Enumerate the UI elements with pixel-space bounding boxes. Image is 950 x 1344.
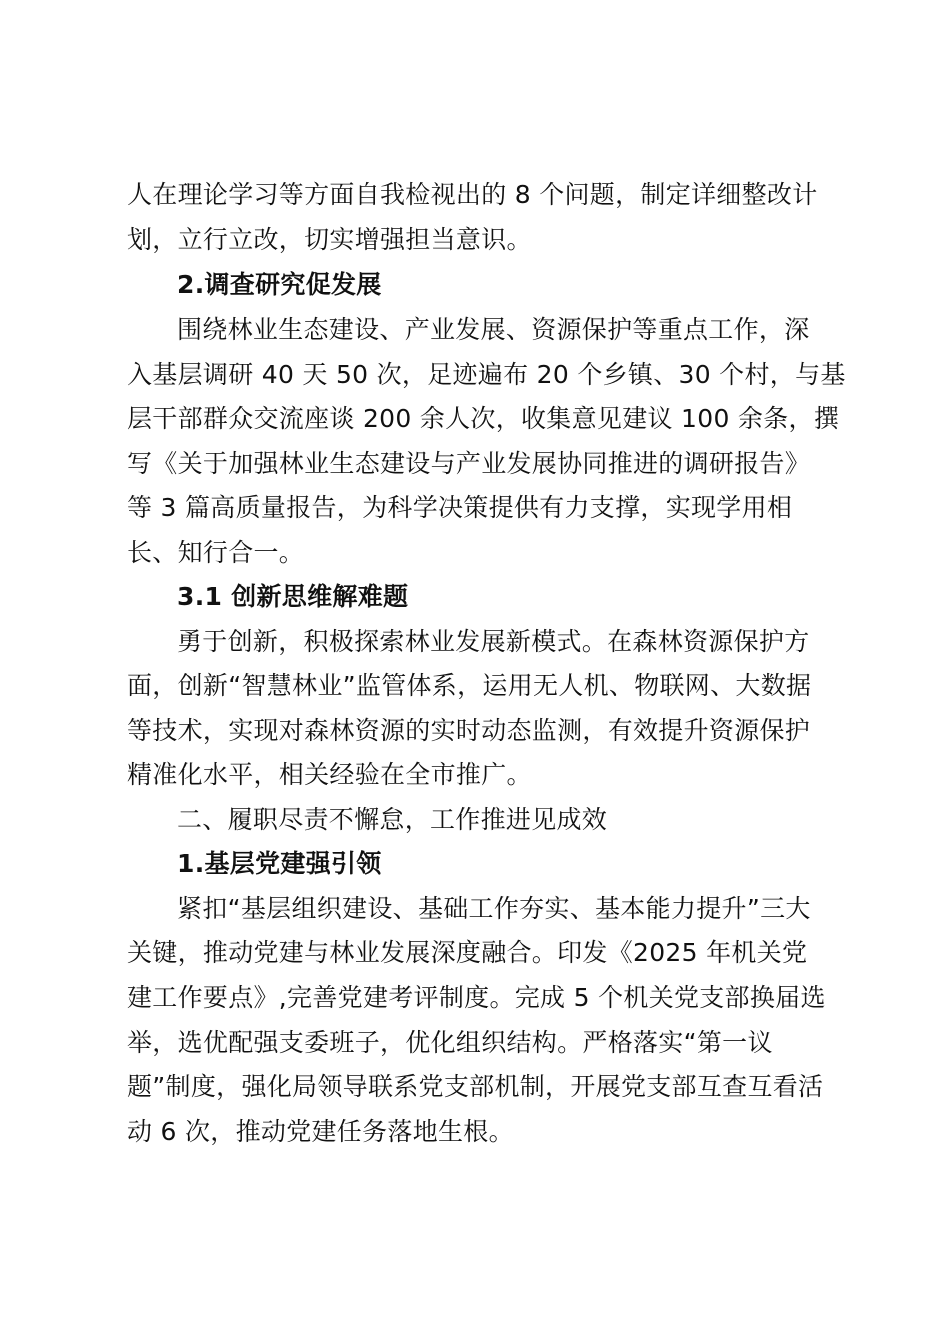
paragraph-line: 划，立行立改，切实增强担当意识。 — [127, 225, 532, 254]
chapter-heading: 二、履职尽责不懈怠，工作推进见成效 — [177, 805, 608, 834]
paragraph-line: 紧扣“基层组织建设、基础工作夯实、基本能力提升”三大 — [177, 894, 811, 923]
paragraph-line: 层干部群众交流座谈 200 余人次，收集意见建议 100 余条，撰 — [127, 404, 840, 433]
paragraph-line: 面，创新“智慧林业”监管体系，运用无人机、物联网、大数据 — [127, 671, 812, 700]
paragraph-line: 精准化水平，相关经验在全市推广。 — [127, 760, 532, 789]
paragraph-line: 建工作要点》,完善党建考评制度。完成 5 个机关党支部换届选 — [127, 983, 826, 1012]
paragraph-line: 勇于创新，积极探索林业发展新模式。在森林资源保护方 — [177, 627, 810, 656]
section-heading: 3.1 创新思维解难题 — [177, 582, 409, 611]
paragraph-line: 题”制度，强化局领导联系党支部机制，开展党支部互查互看活 — [127, 1072, 824, 1101]
paragraph-line: 动 6 次，推动党建任务落地生根。 — [127, 1117, 514, 1146]
paragraph-line: 围绕林业生态建设、产业发展、资源保护等重点工作，深 — [177, 315, 810, 344]
paragraph-line: 写《关于加强林业生态建设与产业发展协同推进的调研报告》 — [127, 449, 811, 478]
paragraph-line: 入基层调研 40 天 50 次，足迹遍布 20 个乡镇、30 个村，与基 — [127, 360, 846, 389]
section-heading: 2.调查研究促发展 — [177, 270, 382, 299]
paragraph-line: 等技术，实现对森林资源的实时动态监测，有效提升资源保护 — [127, 716, 811, 745]
section-heading: 1.基层党建强引领 — [177, 849, 382, 878]
paragraph-line: 举，选优配强支委班子，优化组织结构。严格落实“第一议 — [127, 1028, 773, 1057]
paragraph-line: 关键，推动党建与林业发展深度融合。印发《2025 年机关党 — [127, 938, 808, 967]
paragraph-line: 人在理论学习等方面自我检视出的 8 个问题，制定详细整改计 — [127, 180, 818, 209]
paragraph-line: 长、知行合一。 — [127, 538, 305, 567]
paragraph-line: 等 3 篇高质量报告，为科学决策提供有力支撑，实现学用相 — [127, 493, 793, 522]
